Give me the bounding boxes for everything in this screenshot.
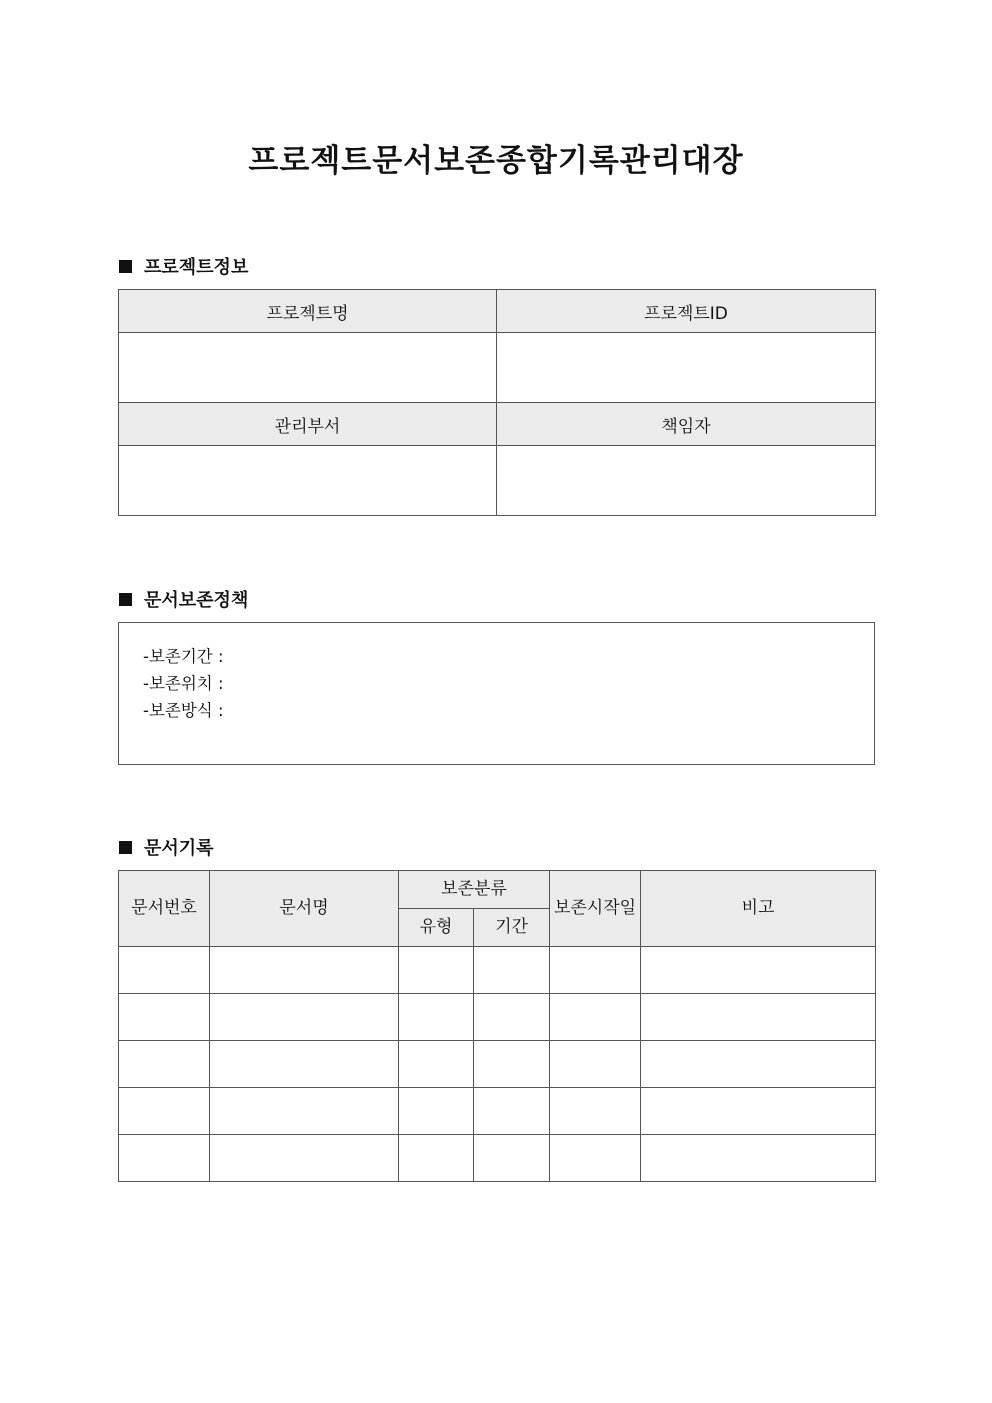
project-id-field[interactable] [497,333,876,403]
doc-name-cell[interactable] [210,1041,399,1088]
manager-field[interactable] [497,446,876,516]
remarks-cell[interactable] [641,1135,876,1182]
type-cell[interactable] [399,1041,474,1088]
department-field[interactable] [119,446,497,516]
period-cell[interactable] [474,1135,550,1182]
remarks-cell[interactable] [641,947,876,994]
start-date-cell[interactable] [550,947,641,994]
col-type: 유형 [399,909,474,947]
doc-name-cell[interactable] [210,994,399,1041]
document-records-heading-label: 문서기록 [144,838,214,859]
start-date-cell[interactable] [550,1041,641,1088]
project-name-field[interactable] [119,333,497,403]
project-name-label: 프로젝트명 [119,290,497,333]
retention-policy-heading [119,586,248,612]
retention-location-line: -보존위치 : [143,674,224,693]
col-doc-name: 문서명 [210,871,399,947]
type-cell[interactable] [399,947,474,994]
table-row [119,947,876,994]
retention-policy-heading-label: 문서보존정책 [144,590,249,611]
period-cell[interactable] [474,1041,550,1088]
col-start-date: 보존시작일 [550,871,641,947]
doc-no-cell[interactable] [119,994,210,1041]
project-info-heading-label: 프로젝트정보 [144,257,249,278]
square-bullet-icon [119,260,132,273]
retention-policy-lines [143,643,224,724]
period-cell[interactable] [474,1088,550,1135]
col-remarks: 비고 [641,871,876,947]
retention-period-line: -보존기간 : [143,647,224,666]
doc-no-cell[interactable] [119,1041,210,1088]
start-date-cell[interactable] [550,1135,641,1182]
project-id-label: 프로젝트ID [497,290,876,333]
retention-policy-box[interactable] [118,622,875,765]
doc-name-cell[interactable] [210,1135,399,1182]
type-cell[interactable] [399,1135,474,1182]
table-row [119,1135,876,1182]
remarks-cell[interactable] [641,1041,876,1088]
doc-no-cell[interactable] [119,1088,210,1135]
document-records-heading [119,834,214,860]
square-bullet-icon [119,841,132,854]
retention-method-line: -보존방식 : [143,701,224,720]
document-records-table [118,870,876,1182]
project-info-heading [119,253,248,279]
manager-label: 책임자 [497,403,876,446]
table-row [119,994,876,1041]
table-row [119,1088,876,1135]
type-cell[interactable] [399,994,474,1041]
col-doc-no: 문서번호 [119,871,210,947]
doc-no-cell[interactable] [119,1135,210,1182]
start-date-cell[interactable] [550,994,641,1041]
type-cell[interactable] [399,1088,474,1135]
col-retention-class: 보존분류 [399,871,550,909]
page-title: 프로젝트문서보존종합기록관리대장 [248,143,744,179]
col-period: 기간 [474,909,550,947]
project-info-table [118,289,876,516]
remarks-cell[interactable] [641,994,876,1041]
start-date-cell[interactable] [550,1088,641,1135]
doc-name-cell[interactable] [210,1088,399,1135]
table-row [119,1041,876,1088]
square-bullet-icon [119,593,132,606]
doc-name-cell[interactable] [210,947,399,994]
remarks-cell[interactable] [641,1088,876,1135]
period-cell[interactable] [474,994,550,1041]
period-cell[interactable] [474,947,550,994]
department-label: 관리부서 [119,403,497,446]
doc-no-cell[interactable] [119,947,210,994]
